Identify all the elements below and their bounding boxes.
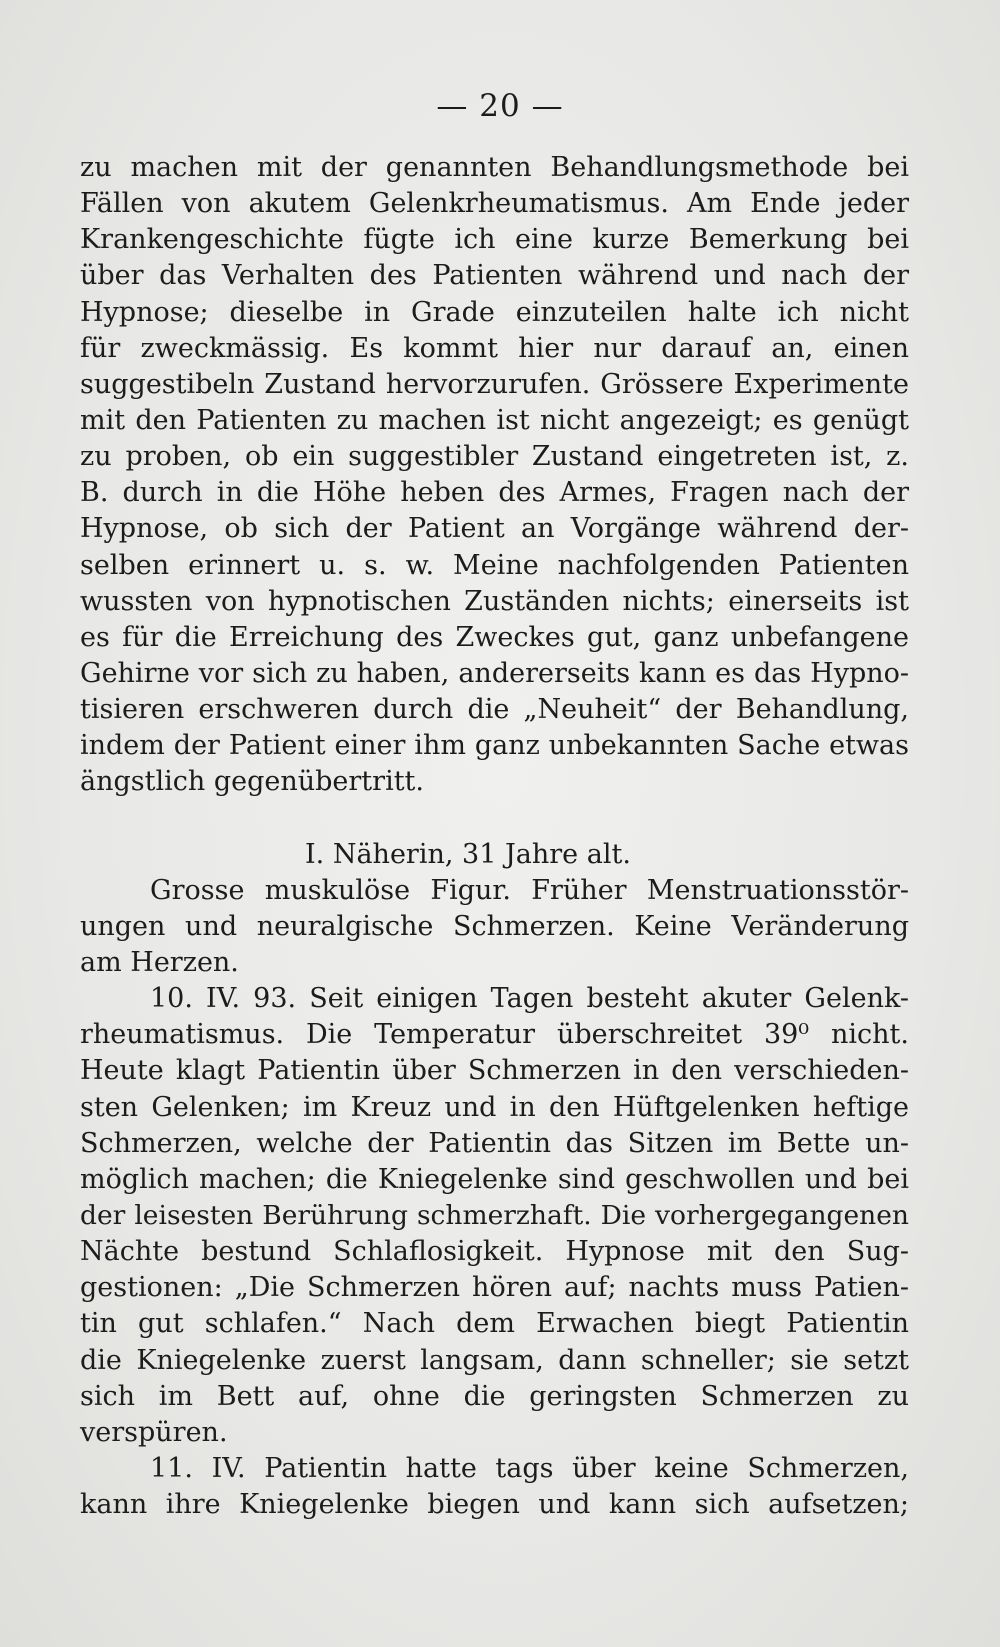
text-line: B. durch in die Höhe heben des Armes, Fragen nach der bbox=[80, 477, 909, 509]
text-line: ungen und neuralgische Schmerzen. Keine Veränderung bbox=[80, 910, 909, 942]
text-line: mit den Patienten zu machen ist nicht angezeigt; es genügt bbox=[80, 404, 909, 436]
text-line: Grosse muskulöse Figur. Früher Menstruationsstör- bbox=[150, 874, 909, 906]
text-line: die Kniegelenke zuerst langsam, dann schneller; sie setzt bbox=[80, 1344, 909, 1376]
text-line: der leisesten Berührung schmerzhaft. Die vorhergegangenen bbox=[80, 1199, 909, 1231]
text-line: tisieren erschweren durch die „Neuheit“ der Behandlung, bbox=[80, 694, 909, 726]
body-text bbox=[80, 150, 909, 1523]
text-line: sich im Bett auf, ohne die geringsten Schmerzen zu bbox=[80, 1380, 909, 1412]
text-line: Gehirne vor sich zu haben, andererseits kann es das Hypno- bbox=[80, 657, 909, 689]
text-line: möglich machen; die Kniegelenke sind geschwollen und bei bbox=[80, 1163, 909, 1195]
text-line: über das Verhalten des Patienten während und nach der bbox=[80, 260, 909, 292]
text-line: zu machen mit der genannten Behandlungsmethode bei bbox=[80, 152, 909, 183]
text-line: Fällen von akutem Gelenkrheumatismus. Am Ende jeder bbox=[80, 188, 909, 220]
text-line: Heute klagt Patientin über Schmerzen in den verschieden- bbox=[80, 1055, 909, 1087]
text-line: rheumatismus. Die Temperatur überschreitet 39⁰ nicht. bbox=[80, 1019, 909, 1051]
text-line: suggestibeln Zustand hervorzurufen. Grössere Experimente bbox=[80, 368, 909, 400]
text-line: verspüren. bbox=[80, 1416, 228, 1448]
text-line: ängstlich gegenübertritt. bbox=[80, 766, 424, 798]
text-line: indem der Patient einer ihm ganz unbekannten Sache etwas bbox=[80, 730, 909, 762]
text-line: tin gut schlafen.“ Nach dem Erwachen biegt Patientin bbox=[80, 1308, 909, 1340]
text-line: sten Gelenken; im Kreuz und in den Hüftgelenken heftige bbox=[80, 1091, 909, 1123]
page-number: — 20 — bbox=[436, 88, 564, 124]
text-line: gestionen: „Die Schmerzen hören auf; nachts muss Patien- bbox=[80, 1272, 909, 1304]
text-line: zu proben, ob ein suggestibler Zustand eingetreten ist, z. bbox=[80, 441, 909, 473]
case-heading: I. Näherin, 31 Jahre alt. bbox=[305, 838, 631, 870]
text-line: es für die Erreichung des Zweckes gut, ganz unbefangene bbox=[80, 621, 909, 653]
section-spacer bbox=[80, 801, 909, 837]
text-line: für zweckmässig. Es kommt hier nur darauf an, einen bbox=[80, 332, 909, 364]
text-line: selben erinnert u. s. w. Meine nachfolgenden Patienten bbox=[80, 549, 909, 581]
text-line: Krankengeschichte fügte ich eine kurze Bemerkung bei bbox=[80, 224, 909, 256]
text-line: Hypnose; dieselbe in Grade einzuteilen halte ich nicht bbox=[80, 296, 909, 328]
text-line: wussten von hypnotischen Zuständen nichts; einerseits ist bbox=[80, 585, 909, 617]
text-line: kann ihre Kniegelenke biegen und kann sich aufsetzen; bbox=[80, 1489, 909, 1521]
text-line: Nächte bestund Schlaflosigkeit. Hypnose mit den Sug- bbox=[80, 1236, 909, 1268]
text-line: 10. IV. 93. Seit einigen Tagen besteht akuter Gelenk- bbox=[150, 983, 909, 1015]
text-line: 11. IV. Patientin hatte tags über keine Schmerzen, bbox=[150, 1452, 909, 1484]
text-line: Schmerzen, welche der Patientin das Sitzen im Bette un- bbox=[80, 1127, 909, 1159]
text-line: am Herzen. bbox=[80, 946, 239, 978]
text-line: Hypnose, ob sich der Patient an Vorgänge während der- bbox=[80, 513, 909, 545]
